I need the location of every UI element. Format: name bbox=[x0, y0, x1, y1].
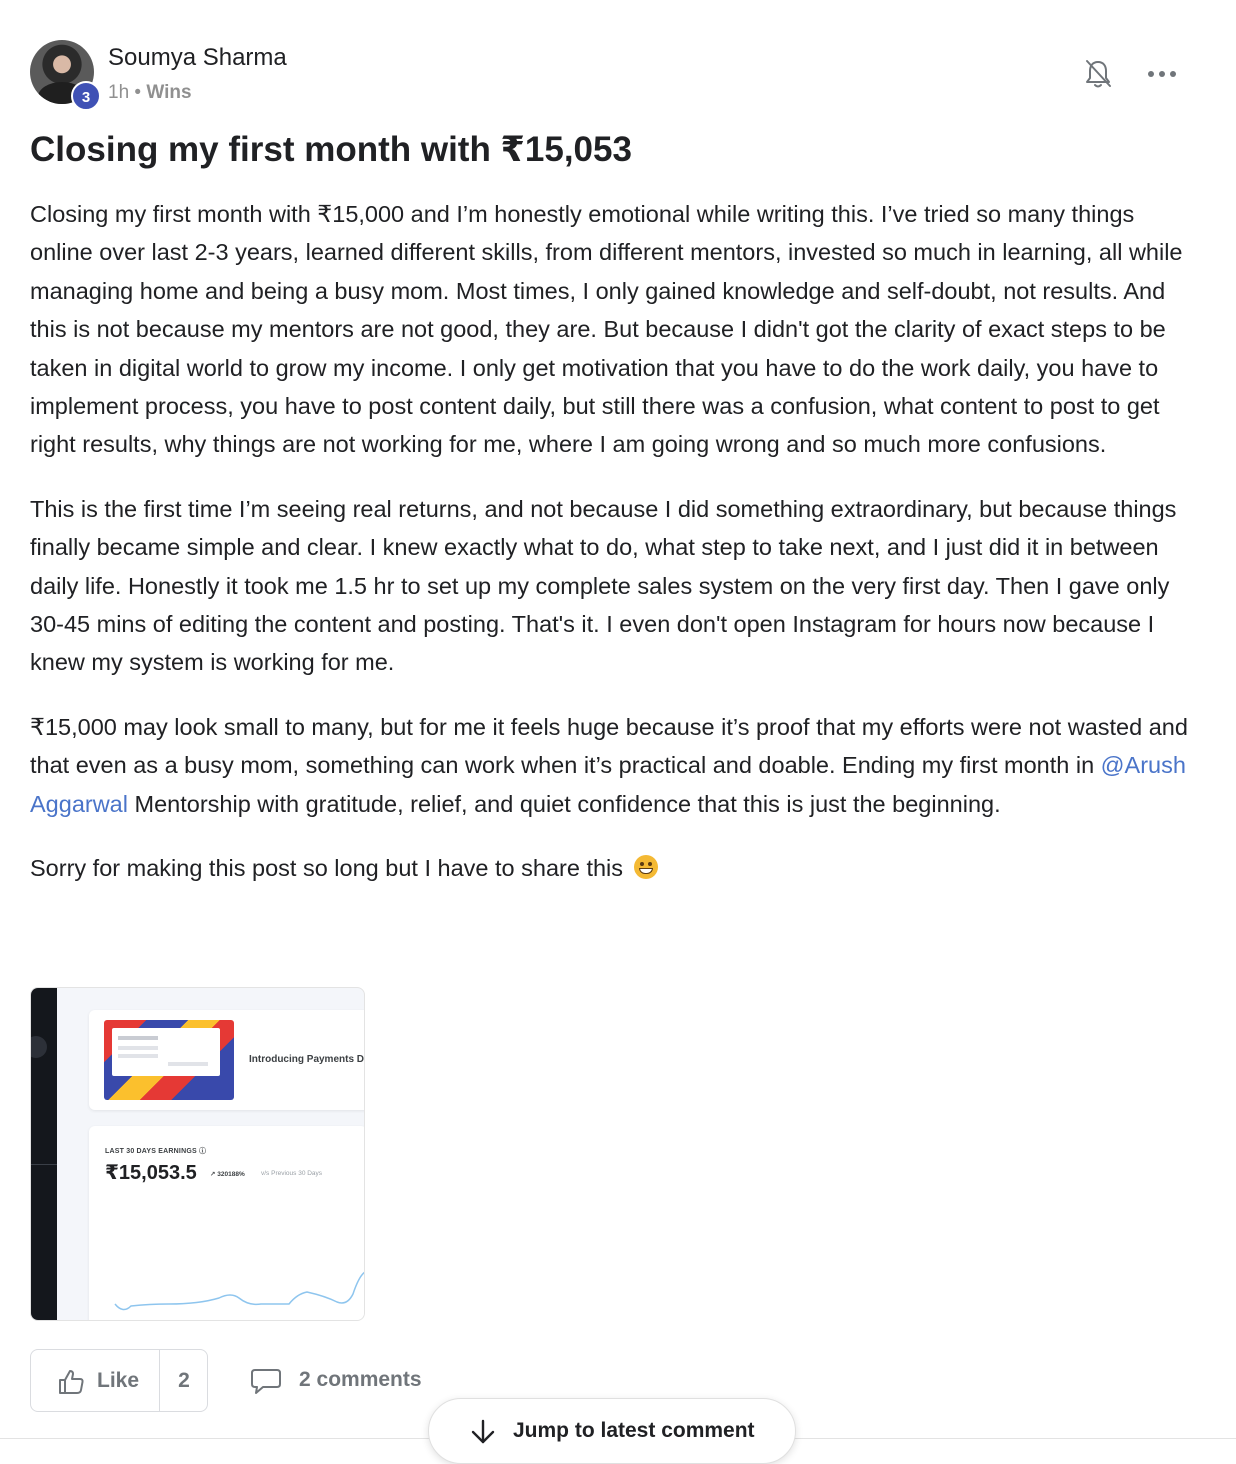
info-icon: ⓘ bbox=[199, 1148, 207, 1155]
attachment-sidebar bbox=[31, 988, 57, 1320]
earnings-value: ₹15,053.5 bbox=[105, 1162, 197, 1184]
comment-icon bbox=[250, 1367, 282, 1395]
post-paragraph: Closing my first month with ₹15,000 and I’m honestly emotional while writing this. I’ve tried so many things online over last 2-3 years, learned different skills, from different mentors, invested so much in learning, all while managing home and being a busy mom. Most times, I only gained knowledge and self-doubt, not results. And this is not because my mentors are not good, they are. But because I didn't got the clarity of exact steps to be taken in digital world to grow my income. I only get motivation that you have to do the work daily, you have to implement process, you have to post content daily, but still there was a confusion, what content to post to get right results, why things are not working for me, where I am going wrong and so much more confusions. bbox=[30, 201, 1183, 458]
like-label: Like bbox=[97, 1369, 140, 1392]
earnings-change: ↗ 320188% bbox=[210, 1171, 245, 1178]
paragraph-text: Mentorship with gratitude, relief, and quiet confidence that this is just the beginning. bbox=[127, 790, 1001, 817]
earnings-label: LAST 30 DAYS EARNINGS ⓘ bbox=[105, 1148, 207, 1155]
meta-separator: • bbox=[134, 82, 142, 103]
grinning-face-emoji bbox=[634, 855, 658, 879]
post-time: 1h bbox=[108, 82, 130, 103]
more-horizontal-icon[interactable] bbox=[1145, 64, 1179, 84]
earnings-compare: v/s Previous 30 Days bbox=[261, 1170, 323, 1177]
attachment-banner-card bbox=[89, 1010, 365, 1110]
earnings-sparkline bbox=[89, 1246, 365, 1321]
paragraph-text: ₹15,000 may look small to many, but for me it feels huge because it’s proof that my efforts were not wasted and that even as a busy mom, something can work when it’s practical and doable. Ending my first month in bbox=[30, 713, 1188, 779]
mention-link[interactable]: @Arush Aggarwal bbox=[30, 752, 1186, 817]
attachment-earnings-card bbox=[89, 1126, 365, 1321]
banner-text: Introducing Payments D bbox=[249, 1054, 365, 1065]
banner-image bbox=[104, 1020, 234, 1100]
like-count[interactable]: 2 bbox=[178, 1369, 190, 1392]
jump-to-latest-comment-button[interactable] bbox=[428, 1398, 796, 1464]
author-name[interactable]: Soumya Sharma bbox=[108, 44, 287, 71]
level-badge: 3 bbox=[71, 81, 101, 111]
comments-label: 2 comments bbox=[299, 1368, 422, 1391]
post-paragraph bbox=[30, 849, 1195, 887]
post-paragraph: This is the first time I’m seeing real returns, and not because I did something extraordinary, but because things finally became simple and clear. I knew exactly what to do, what step to take next, and I just did it in between daily life. Honestly it took me 1.5 hr to set up my complete sales system on the very first day. Then I gave only 30-45 mins of editing the content and posting. That's it. I even don't open Instagram for hours now because I knew my system is working for me. bbox=[30, 495, 1177, 676]
arrow-down-icon bbox=[469, 1418, 497, 1446]
post-paragraph bbox=[30, 708, 1195, 823]
like-button[interactable] bbox=[31, 1350, 159, 1411]
post-body bbox=[30, 195, 1195, 914]
thumbs-up-icon bbox=[57, 1368, 85, 1396]
bell-off-icon[interactable] bbox=[1083, 58, 1113, 90]
paragraph-text: Sorry for making this post so long but I have to share this bbox=[30, 855, 624, 882]
post-meta bbox=[108, 82, 192, 104]
post-category[interactable]: Wins bbox=[146, 82, 192, 103]
post-title: Closing my first month with ₹15,053 bbox=[30, 130, 632, 169]
jump-label: Jump to latest comment bbox=[513, 1419, 755, 1442]
like-group bbox=[30, 1349, 208, 1412]
image-attachment[interactable] bbox=[30, 987, 365, 1321]
